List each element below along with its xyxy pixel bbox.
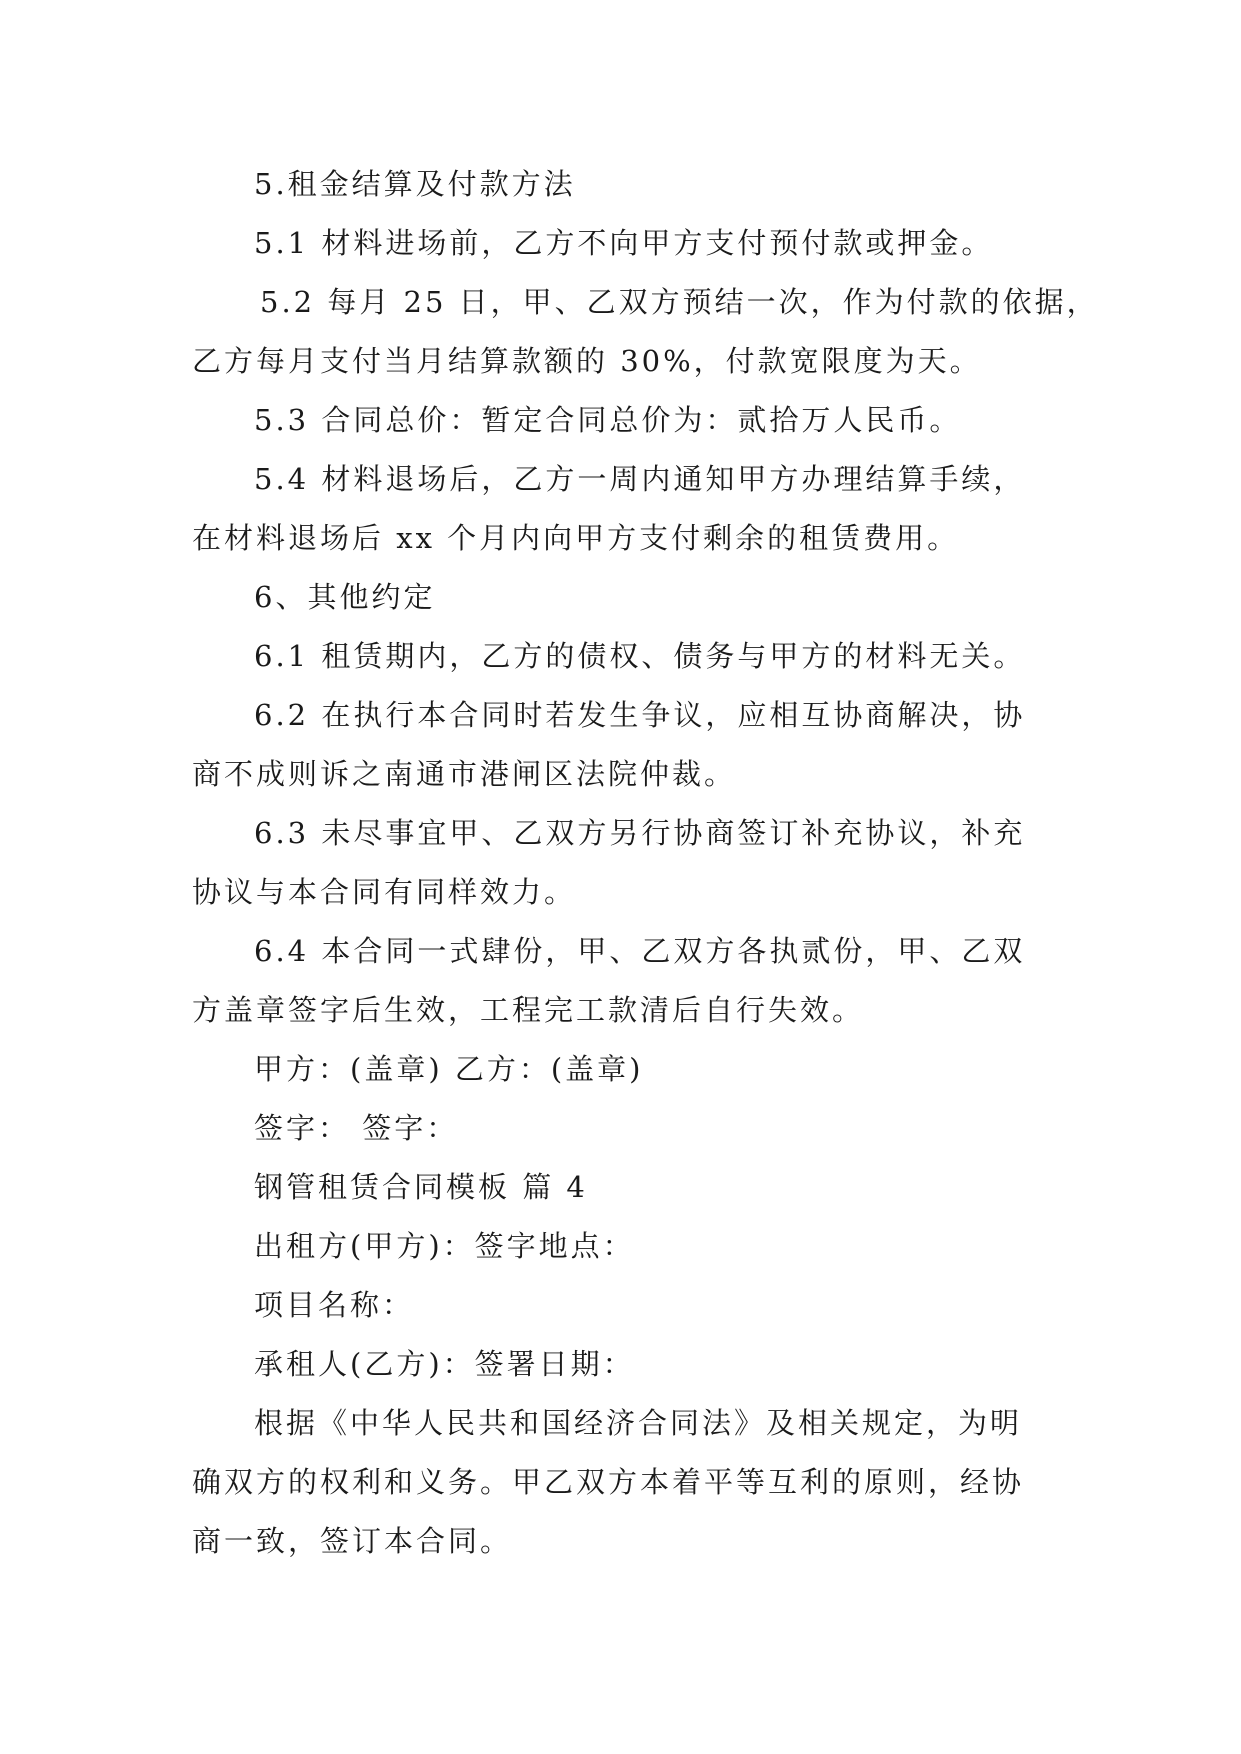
- clause-5-4: 5.4 材料退场后，乙方一周内通知甲方办理结算手续，: [254, 462, 1026, 496]
- clause-6-2-cont: 商不成则诉之南通市港闸区法院仲裁。: [192, 757, 737, 791]
- clause-6-4: 6.4 本合同一式肆份，甲、乙双方各执贰份，甲、乙双: [254, 934, 1026, 968]
- lessee-line: 承租人(乙方)：签署日期：: [254, 1347, 635, 1381]
- clause-5-2-cont: 乙方每月支付当月结算款额的 30%，付款宽限度为天。: [192, 344, 982, 378]
- section-heading-5: 5.租金结算及付款方法: [254, 167, 576, 201]
- lessor-line: 出租方(甲方)：签字地点：: [254, 1229, 635, 1263]
- clause-6-2: 6.2 在执行本合同时若发生争议，应相互协商解决，协: [254, 698, 1026, 732]
- clause-6-4-cont: 方盖章签字后生效，工程完工款清后自行失效。: [192, 993, 865, 1027]
- clause-5-3: 5.3 合同总价：暂定合同总价为：贰拾万人民币。: [254, 403, 962, 437]
- clause-6-3-cont: 协议与本合同有同样效力。: [192, 875, 577, 909]
- template-title: 钢管租赁合同模板 篇 4: [254, 1170, 588, 1204]
- signature-line: 签字： 签字：: [254, 1111, 459, 1145]
- clause-5-4-cont: 在材料退场后 xx 个月内向甲方支付剩余的租赁费用。: [192, 521, 960, 555]
- clause-5-2: 5.2 每月 25 日，甲、乙双方预结一次，作为付款的依据，: [260, 285, 1099, 319]
- preamble-line-2: 确双方的权利和义务。甲乙双方本着平等互利的原则，经协: [192, 1465, 1025, 1499]
- clause-5-1: 5.1 材料进场前，乙方不向甲方支付预付款或押金。: [254, 226, 994, 260]
- seal-line: 甲方：(盖章) 乙方：(盖章): [254, 1052, 644, 1086]
- document-body: [192, 155, 1099, 1571]
- clause-6-3: 6.3 未尽事宜甲、乙双方另行协商签订补充协议，补充: [254, 816, 1026, 850]
- project-name-line: 项目名称：: [254, 1288, 415, 1322]
- preamble-line-1: 根据《中华人民共和国经济合同法》及相关规定，为明: [254, 1406, 1023, 1440]
- preamble-line-3: 商一致，签订本合同。: [192, 1524, 513, 1558]
- section-heading-6: 6、其他约定: [254, 580, 436, 614]
- clause-6-1: 6.1 租赁期内，乙方的债权、债务与甲方的材料无关。: [254, 639, 1026, 673]
